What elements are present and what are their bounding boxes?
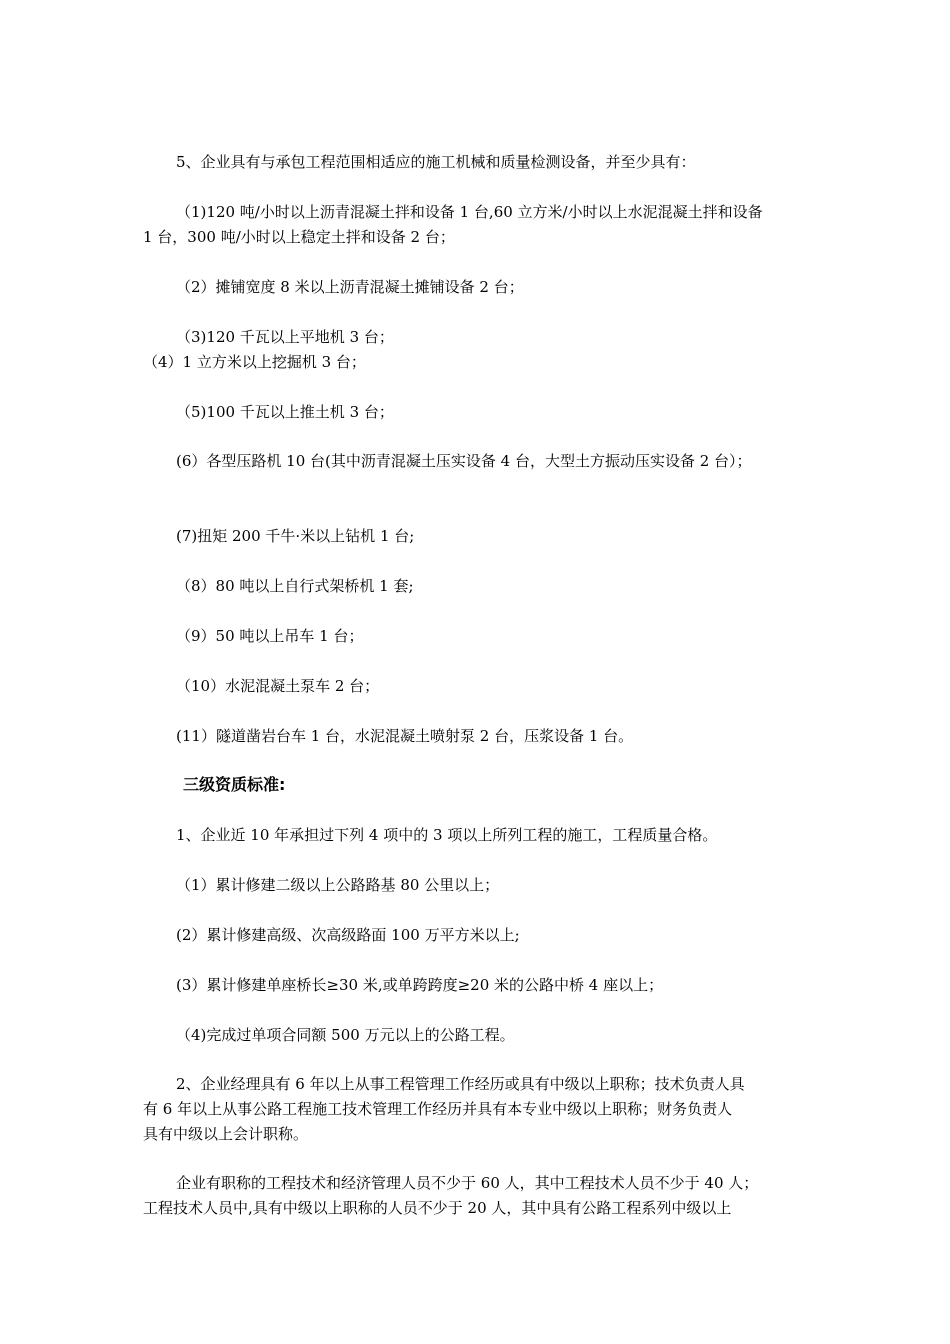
paragraph-item-3: （3)120 千瓦以上平地机 3 台； — [176, 328, 394, 346]
paragraph-item-7: (7)扭矩 200 千牛·米以上钻机 1 台; — [176, 527, 415, 545]
paragraph-staff-line-2: 工程技术人员中,具有中级以上职称的人员不少于 20 人，其中具有公路工程系列中级以上 — [143, 1199, 732, 1217]
paragraph-req-2-line-2: 有 6 年以上从事公路工程施工技术管理工作经历并具有本专业中级以上职称；财务负责人 — [143, 1100, 733, 1118]
paragraph-item-9: （9）50 吨以上吊车 1 台； — [176, 627, 364, 645]
paragraph-item-10: （10）水泥混凝土泵车 2 台； — [176, 677, 380, 695]
section-heading-grade-3: 三级资质标准: — [183, 775, 286, 794]
paragraph-req-2-line-3: 具有中级以上会计职称。 — [143, 1125, 309, 1143]
paragraph-item-8: （8）80 吨以上自行式架桥机 1 套; — [176, 577, 414, 595]
paragraph-staff-line-1: 企业有职称的工程技术和经济管理人员不少于 60 人，其中工程技术人员不少于 40 人； — [176, 1174, 759, 1192]
paragraph-req-1-sub-2: (2）累计修建高级、次高级路面 100 万平方米以上; — [176, 926, 520, 944]
paragraph-req-1-sub-1: （1）累计修建二级以上公路路基 80 公里以上； — [176, 876, 500, 894]
paragraph-item-4: （4）1 立方米以上挖掘机 3 台； — [143, 353, 366, 371]
paragraph-req-2-line-1: 2、企业经理具有 6 年以上从事工程管理工作经历或具有中级以上职称；技术负责人具 — [176, 1075, 745, 1093]
paragraph-item-1-line-2: 1 台，300 吨/小时以上稳定土拌和设备 2 台； — [143, 228, 455, 246]
paragraph-item-6: (6）各型压路机 10 台(其中沥青混凝土压实设备 4 台，大型土方振动压实设备 2 台）； — [176, 452, 752, 470]
paragraph-item-5: （5)100 千瓦以上推土机 3 台； — [176, 403, 394, 421]
paragraph-item-2: （2）摊铺宽度 8 米以上沥青混凝土摊铺设备 2 台； — [176, 278, 524, 296]
paragraph-grade-3-req-1: 1、企业近 10 年承担过下列 4 项中的 3 项以上所列工程的施工，工程质量合格。 — [176, 826, 718, 844]
paragraph-item-11: (11）隧道凿岩台车 1 台，水泥混凝土喷射泵 2 台，压浆设备 1 台。 — [176, 727, 634, 745]
paragraph-req-1-sub-4: （4)完成过单项合同额 500 万元以上的公路工程。 — [176, 1026, 515, 1044]
paragraph-equipment-intro: 5、企业具有与承包工程范围相适应的施工机械和质量检测设备，并至少具有： — [176, 153, 696, 171]
paragraph-req-1-sub-3: (3）累计修建单座桥长≥30 米,或单跨跨度≥20 米的公路中桥 4 座以上； — [176, 976, 664, 994]
paragraph-item-1-line-1: （1)120 吨/小时以上沥青混凝土拌和设备 1 台,60 立方米/小时以上水泥混凝土拌和设备 — [176, 203, 763, 221]
